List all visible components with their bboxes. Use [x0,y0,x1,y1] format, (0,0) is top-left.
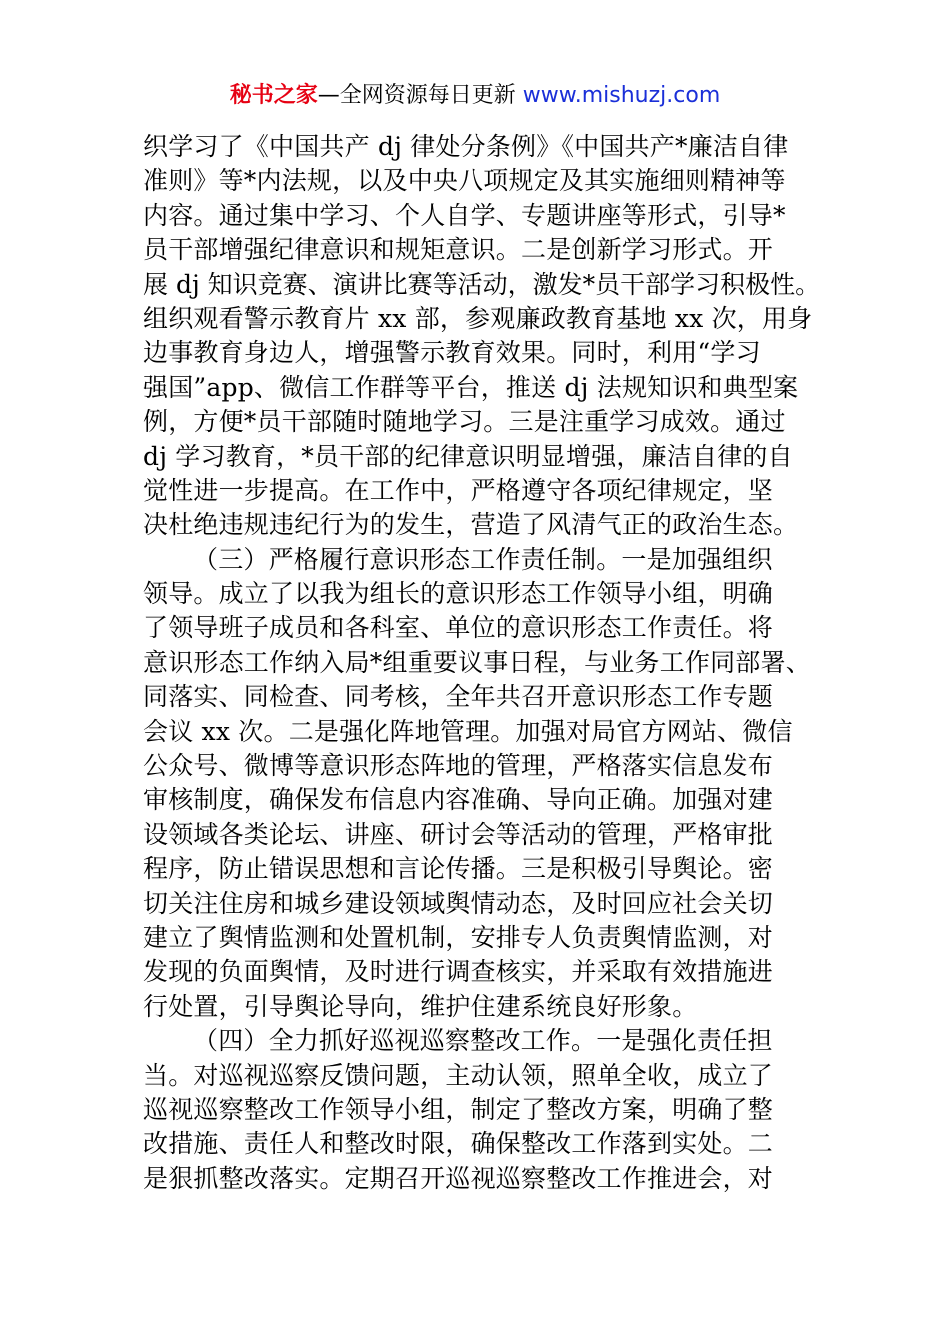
text-line: dj 学习教育，*员干部的纪律意识明显增强，廉洁自律的自 [143,441,793,471]
text-line: 例，方便*员干部随时随地学习。三是注重学习成效。通过 [143,407,786,437]
text-line: 展 dj 知识竞赛、演讲比赛等活动，激发*员干部学习积极性。 [143,269,821,299]
text-line: 觉性进一步提高。在工作中，严格遵守各项纪律规定，坚 [143,475,774,505]
text-line: 巡视巡察整改工作领导小组，制定了整改方案，明确了整 [143,1094,774,1124]
text-line: 内容。通过集中学习、个人自学、专题讲座等形式，引导* [143,200,786,230]
text-line: 公众号、微博等意识形态阵地的管理，严格落实信息发布 [143,751,774,781]
text-line: 了领导班子成员和各科室、单位的意识形态工作责任。将 [143,613,774,643]
document-body [143,130,823,1196]
text-line: （四）全力抓好巡视巡察整改工作。一是强化责任担 [193,1026,773,1056]
header-url-link[interactable]: www.mishuzj.com [522,83,721,108]
text-line: 织学习了《中国共产 dj 律处分条例》《中国共产*廉洁自律 [143,132,789,161]
text-line: 领导。成立了以我为组长的意识形态工作领导小组，明确 [143,579,774,609]
text-line: 员干部增强纪律意识和规矩意识。二是创新学习形式。开 [143,235,774,265]
text-line: 行处置，引导舆论导向，维护住建系统良好形象。 [143,991,698,1021]
text-line: 意识形态工作纳入局*组重要议事日程，与业务工作同部署、 [143,647,811,677]
text-line: 准则》等*内法规，以及中央八项规定及其实施细则精神等 [143,166,786,196]
text-line: 决杜绝违规违纪行为的发生，营造了风清气正的政治生态。 [143,510,799,540]
text-line: 边事教育身边人，增强警示教育效果。同时，利用“学习 [143,338,761,368]
text-line: 切关注住房和城乡建设领域舆情动态，及时回应社会关切 [143,888,774,918]
text-line: 设领域各类论坛、讲座、研讨会等活动的管理，严格审批 [143,819,774,849]
text-line: （三）严格履行意识形态工作责任制。一是加强组织 [193,544,773,574]
text-line: 程序，防止错误思想和言论传播。三是积极引导舆论。密 [143,854,774,884]
text-line: 同落实、同检查、同考核，全年共召开意识形态工作专题 [143,682,774,712]
site-header [0,80,950,112]
text-line: 会议 xx 次。二是强化阵地管理。加强对局官方网站、微信 [143,716,793,746]
header-tagline: —全网资源每日更新 [317,83,523,108]
text-line: 审核制度，确保发布信息内容准确、导向正确。加强对建 [143,785,774,815]
text-line: 组织观看警示教育片 xx 部，参观廉政教育基地 xx 次，用身 [143,303,813,333]
text-line: 当。对巡视巡察反馈问题，主动认领，照单全收，成立了 [143,1060,774,1090]
text-line: 建立了舆情监测和处置机制，安排专人负责舆情监测，对 [143,922,774,952]
header-brand: 秘书之家 [229,83,318,108]
text-line: 强国”app、微信工作群等平台，推送 dj 法规知识和典型案 [143,372,799,402]
text-line: 改措施、责任人和整改时限，确保整改工作落到实处。二 [143,1129,774,1159]
text-line: 是狠抓整改落实。定期召开巡视巡察整改工作推进会，对 [143,1163,774,1193]
text-line: 发现的负面舆情，及时进行调查核实，并采取有效措施进 [143,957,774,987]
